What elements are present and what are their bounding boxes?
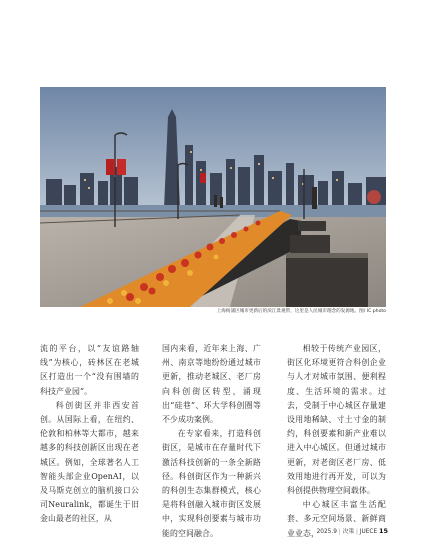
magazine-name: 决策 — [342, 529, 355, 535]
page-footer: 2025.9 | 决策 | JUECE 15 — [316, 527, 388, 535]
page-number: 15 — [378, 527, 388, 535]
paragraph: 流的平台，以“友谊路轴线”为核心，砖林区在老城区打造出一个“没有围墙的科技产业园”。 — [40, 344, 139, 396]
photo-caption: 上海杨浦区城市更新后的滨江景观带，这里是人民城市理念的发源地。图/ IC photo — [216, 309, 386, 314]
text-column-2 — [162, 342, 261, 541]
city-skyline-illustration — [40, 87, 386, 307]
text-column-3 — [287, 342, 386, 541]
text-column-1 — [40, 342, 139, 527]
magazine-brand: JUECE — [359, 529, 378, 535]
issue-date: 2025.9 — [316, 529, 337, 535]
paragraph: 国内来看，近年来上海、广州、南京等地纷纷通过城市更新，推动老城区、老厂房向科创街区转型，涌现出“硅巷”、环大学科创圈等不少成功案例。 — [162, 344, 261, 425]
paragraph: 相较于传统产业园区，街区化环境更符合科创企业与人才对城市氛围、便利程度、生活环境的需求。过去，受制于中心城区存量建设用地稀缺、寸土寸金的制约，科创要素和新产业难以进入中心城区。但通过城市更新，对老街区老厂房、低效用地进行再开发，可以为科创提供物理空间载体。 — [287, 344, 386, 496]
paragraph: 中心城区丰富生活配套、多元空间场景、新鲜商业业态， — [287, 500, 386, 538]
paragraph: 在专家看来，打造科创街区，是城市在存量时代下激活科技创新的一条全新路径。科创街区作为一种新兴的科创生态集群模式，核心是将科创融入城市街区发展中，实现科创要素与城市功能的空间融合。 — [162, 429, 261, 538]
paragraph: 科创街区并非西安首创。从国际上看，在纽约、伦敦和柏林等大都市，越来越多的科技创新区出现在老城区。例如，全球著名人工智能头部企业OpenAI，以及马斯克创立的脑机接口公司Neuralink，都诞生于旧金山最老的社区，从 — [40, 400, 139, 524]
riverside-photo — [40, 87, 386, 307]
